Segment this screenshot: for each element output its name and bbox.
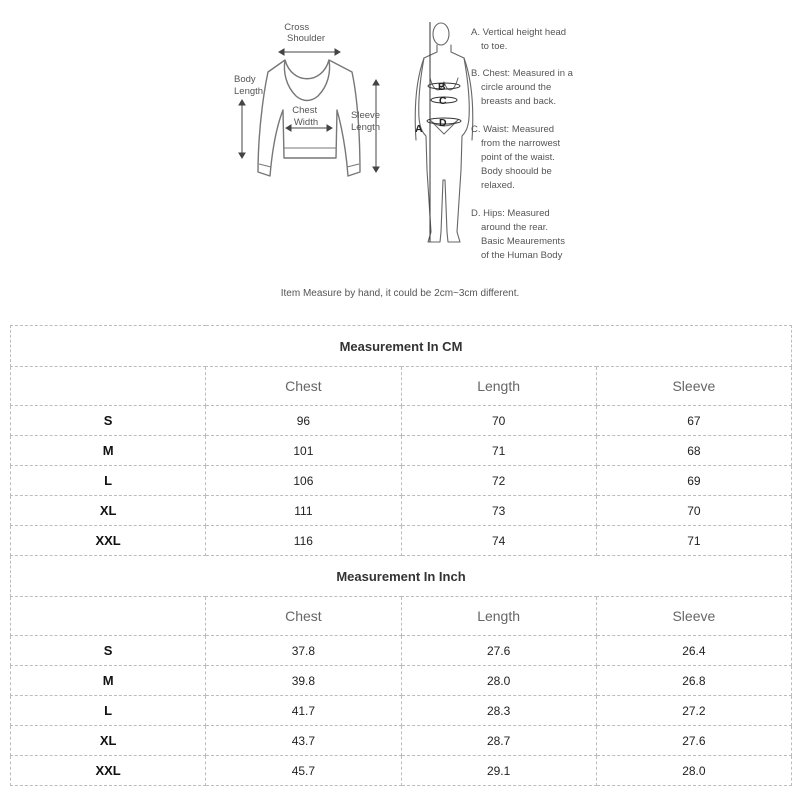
table-row	[11, 496, 792, 526]
length-value: 27.6	[401, 636, 596, 666]
size-label: XXL	[11, 526, 206, 556]
sleeve-value: 28.0	[596, 756, 791, 786]
chest-value: 111	[206, 496, 401, 526]
chest-value: 106	[206, 466, 401, 496]
header-sleeve: Sleeve	[596, 597, 791, 636]
table-row	[11, 726, 792, 756]
table-header-row	[11, 367, 792, 406]
size-label: S	[11, 406, 206, 436]
right-cuff	[347, 164, 359, 167]
sleeve-value: 68	[596, 436, 791, 466]
letter-a: A	[415, 123, 423, 135]
chest-value: 45.7	[206, 756, 401, 786]
body-length-label: Body Length	[234, 74, 264, 97]
sleeve-length-label: Sleeve Length	[351, 110, 381, 133]
length-value: 72	[401, 466, 596, 496]
measure-note: Item Measure by hand, it could be 2cm~3cm different.	[280, 288, 520, 299]
cross-shoulder-label: Cross Shoulder	[284, 22, 326, 44]
header-sleeve: Sleeve	[596, 367, 791, 406]
size-label: XXL	[11, 756, 206, 786]
length-value: 28.0	[401, 666, 596, 696]
sleeve-value: 71	[596, 526, 791, 556]
header-length: Length	[401, 597, 596, 636]
header-blank	[11, 367, 206, 406]
body-figure	[415, 23, 472, 242]
chest-value: 116	[206, 526, 401, 556]
table-header-row	[11, 597, 792, 636]
note-d: D. Hips: Measured around the rear. Basic Meaurements of the Human Body	[471, 208, 565, 261]
table-title-inch: Measurement In Inch	[11, 556, 792, 597]
table-row	[11, 406, 792, 436]
header-chest: Chest	[206, 367, 401, 406]
header-chest: Chest	[206, 597, 401, 636]
chest-width-label: Chest Width	[292, 105, 319, 128]
size-label: L	[11, 696, 206, 726]
letter-d: D	[439, 117, 447, 129]
table-title-row	[11, 326, 792, 367]
body-measure-lines	[427, 22, 461, 242]
length-value: 74	[401, 526, 596, 556]
length-value: 73	[401, 496, 596, 526]
sleeve-value: 27.6	[596, 726, 791, 756]
sleeve-value: 67	[596, 406, 791, 436]
size-label: L	[11, 466, 206, 496]
table-row	[11, 436, 792, 466]
length-value: 28.7	[401, 726, 596, 756]
chest-value: 37.8	[206, 636, 401, 666]
chest-value: 96	[206, 406, 401, 436]
measurement-diagram	[0, 0, 800, 300]
letter-b: B	[438, 81, 446, 93]
chest-value: 43.7	[206, 726, 401, 756]
table-row	[11, 526, 792, 556]
torso-outline	[419, 45, 470, 242]
hood-outline	[284, 60, 329, 101]
table-title-row	[11, 556, 792, 597]
table-row	[11, 636, 792, 666]
header-blank	[11, 597, 206, 636]
sleeve-value: 70	[596, 496, 791, 526]
table-title-cm: Measurement In CM	[11, 326, 792, 367]
sleeve-value: 27.2	[596, 696, 791, 726]
size-label: XL	[11, 726, 206, 756]
table-row	[11, 756, 792, 786]
sleeve-value: 26.4	[596, 636, 791, 666]
length-value: 28.3	[401, 696, 596, 726]
head-outline	[433, 23, 449, 45]
chest-value: 41.7	[206, 696, 401, 726]
letter-c: C	[439, 95, 447, 107]
header-length: Length	[401, 367, 596, 406]
chest-value: 39.8	[206, 666, 401, 696]
note-b: B. Chest: Measured in a circle around the breasts and back.	[471, 68, 573, 107]
size-tables	[10, 325, 792, 786]
size-label: XL	[11, 496, 206, 526]
left-cuff	[259, 164, 271, 167]
length-value: 29.1	[401, 756, 596, 786]
note-a: A. Vertical height head to toe.	[471, 27, 567, 52]
table-row	[11, 466, 792, 496]
length-value: 71	[401, 436, 596, 466]
chest-value: 101	[206, 436, 401, 466]
sleeve-value: 26.8	[596, 666, 791, 696]
size-table	[10, 325, 792, 786]
size-label: M	[11, 436, 206, 466]
sleeve-value: 69	[596, 466, 791, 496]
length-value: 70	[401, 406, 596, 436]
note-c: C. Waist: Measured from the narrowest point of the waist. Body shoould be relaxed.	[471, 124, 561, 191]
table-row	[11, 666, 792, 696]
size-label: M	[11, 666, 206, 696]
size-label: S	[11, 636, 206, 666]
table-row	[11, 696, 792, 726]
